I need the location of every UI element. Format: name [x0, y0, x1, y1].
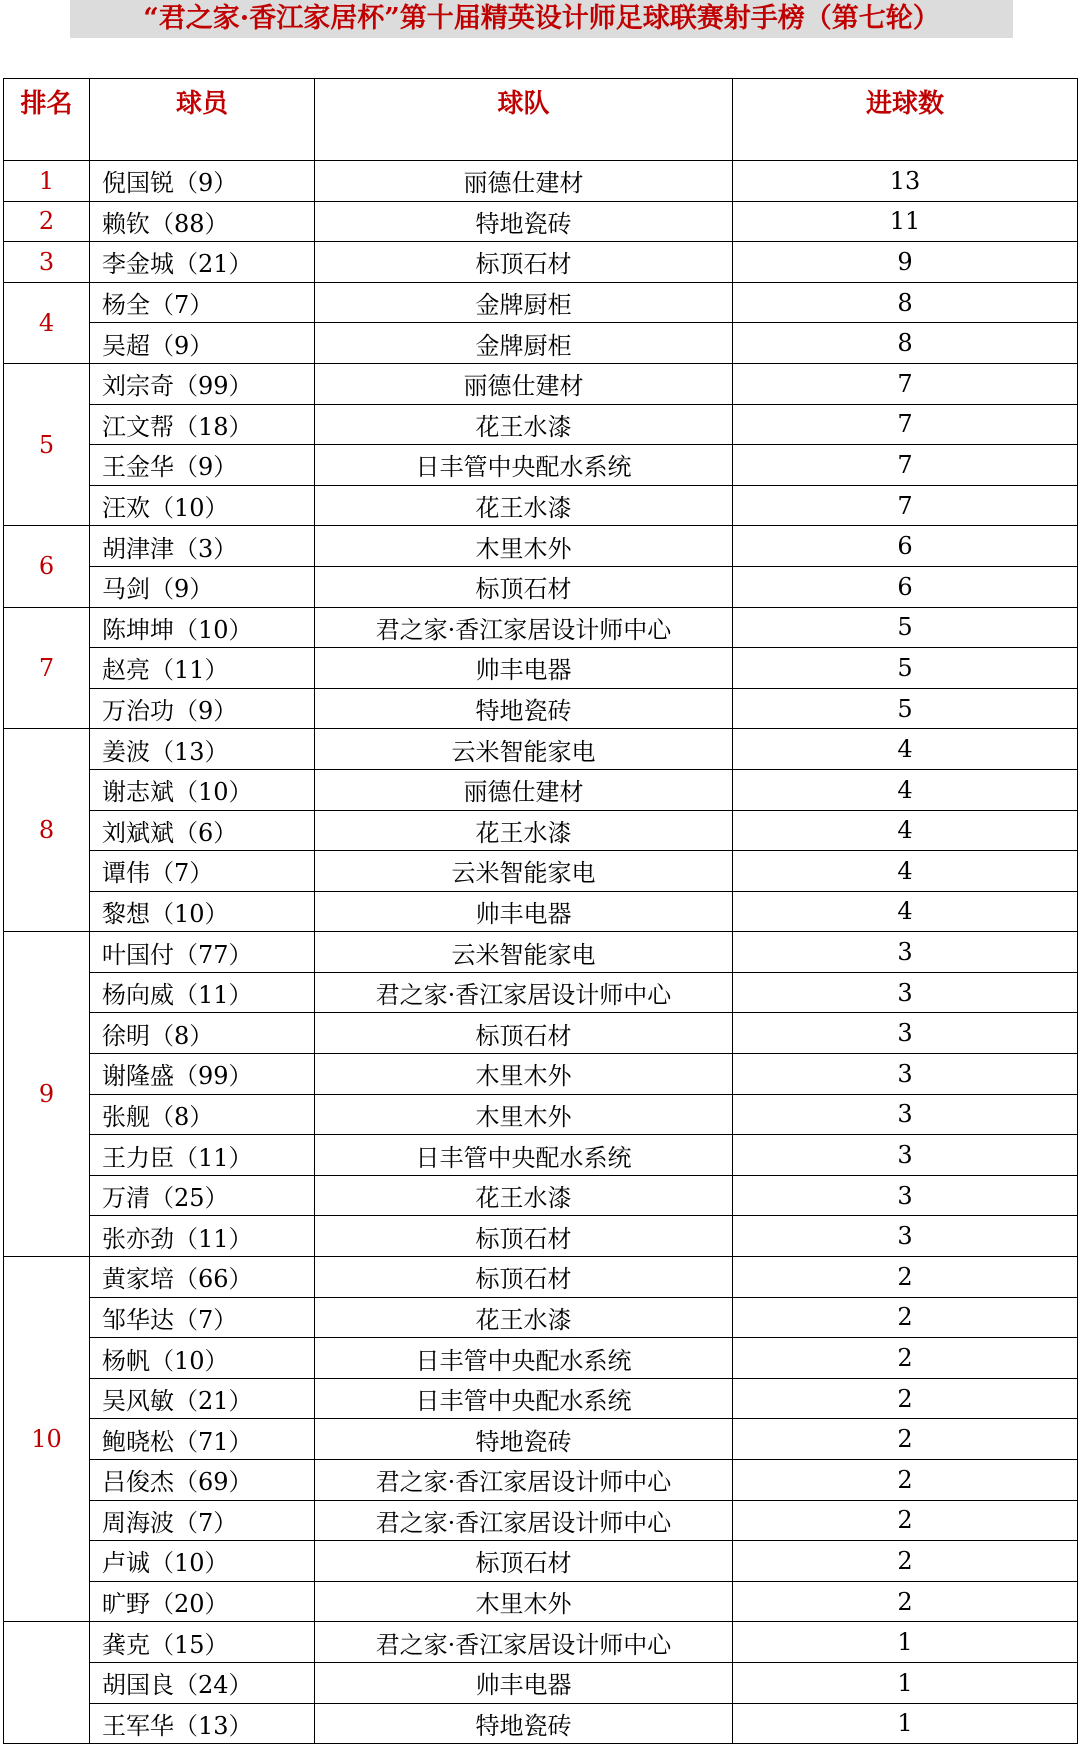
- team-cell: 君之家·香江家居设计师中心: [315, 1622, 733, 1663]
- player-cell: 马剑（9）: [90, 566, 315, 607]
- team-cell: 木里木外: [315, 1054, 733, 1095]
- goals-cell: 3: [733, 1094, 1078, 1135]
- player-cell: 张舰（8）: [90, 1094, 315, 1135]
- team-cell: 标顶石材: [315, 1216, 733, 1257]
- table-row: [4, 445, 1078, 486]
- team-cell: 君之家·香江家居设计师中心: [315, 1500, 733, 1541]
- goals-cell: 8: [733, 323, 1078, 364]
- player-cell: 姜波（13）: [90, 729, 315, 770]
- goals-cell: 4: [733, 769, 1078, 810]
- team-cell: 日丰管中央配水系统: [315, 1135, 733, 1176]
- goals-cell: 7: [733, 485, 1078, 526]
- goals-cell: 3: [733, 1054, 1078, 1095]
- rank-cell: 10: [4, 1257, 90, 1622]
- table-row: [4, 1094, 1078, 1135]
- goals-cell: 2: [733, 1257, 1078, 1298]
- header-player: 球员: [90, 79, 315, 161]
- rank-cell: 3: [4, 242, 90, 283]
- table-row: [4, 810, 1078, 851]
- goals-cell: 2: [733, 1581, 1078, 1622]
- player-cell: 旷野（20）: [90, 1581, 315, 1622]
- team-cell: 帅丰电器: [315, 648, 733, 689]
- player-cell: 吴风敏（21）: [90, 1378, 315, 1419]
- player-cell: 杨向威（11）: [90, 972, 315, 1013]
- goals-cell: 3: [733, 1175, 1078, 1216]
- player-cell: 江文帮（18）: [90, 404, 315, 445]
- team-cell: 金牌厨柜: [315, 323, 733, 364]
- goals-cell: 11: [733, 201, 1078, 242]
- header-row: [4, 79, 1078, 161]
- player-cell: 鲍晓松（71）: [90, 1419, 315, 1460]
- goals-cell: 2: [733, 1338, 1078, 1379]
- table-row: [4, 282, 1078, 323]
- table-row: [4, 1175, 1078, 1216]
- table-row: [4, 1500, 1078, 1541]
- player-cell: 王军华（13）: [90, 1703, 315, 1744]
- table-row: [4, 1135, 1078, 1176]
- goals-cell: 9: [733, 242, 1078, 283]
- table-row: [4, 201, 1078, 242]
- table-row: [4, 932, 1078, 973]
- table-row: [4, 485, 1078, 526]
- player-cell: 杨全（7）: [90, 282, 315, 323]
- table-row: [4, 1054, 1078, 1095]
- team-cell: 君之家·香江家居设计师中心: [315, 1460, 733, 1501]
- player-cell: 谢志斌（10）: [90, 769, 315, 810]
- table-row: [4, 1297, 1078, 1338]
- goals-cell: 7: [733, 363, 1078, 404]
- team-cell: 木里木外: [315, 1581, 733, 1622]
- table-row: [4, 1378, 1078, 1419]
- team-cell: 日丰管中央配水系统: [315, 445, 733, 486]
- team-cell: 木里木外: [315, 526, 733, 567]
- goals-cell: 4: [733, 891, 1078, 932]
- table-row: [4, 242, 1078, 283]
- player-cell: 倪国锐（9）: [90, 161, 315, 202]
- team-cell: 金牌厨柜: [315, 282, 733, 323]
- player-cell: 刘斌斌（6）: [90, 810, 315, 851]
- table-row: [4, 363, 1078, 404]
- table-row: [4, 161, 1078, 202]
- team-cell: 标顶石材: [315, 1257, 733, 1298]
- team-cell: 丽德仕建材: [315, 161, 733, 202]
- table-body: [4, 161, 1078, 1744]
- table-row: [4, 1257, 1078, 1298]
- rank-cell: 5: [4, 363, 90, 525]
- player-cell: 张亦劲（11）: [90, 1216, 315, 1257]
- team-cell: 标顶石材: [315, 1013, 733, 1054]
- goals-cell: 2: [733, 1500, 1078, 1541]
- table-row: [4, 1703, 1078, 1744]
- header-rank: 排名: [4, 79, 90, 161]
- scorers-table: [3, 78, 1078, 1744]
- player-cell: 邹华达（7）: [90, 1297, 315, 1338]
- team-cell: 特地瓷砖: [315, 1419, 733, 1460]
- table-row: [4, 851, 1078, 892]
- team-cell: 云米智能家电: [315, 729, 733, 770]
- table-row: [4, 526, 1078, 567]
- team-cell: 花王水漆: [315, 810, 733, 851]
- table-row: [4, 688, 1078, 729]
- player-cell: 吴超（9）: [90, 323, 315, 364]
- table-row: [4, 1419, 1078, 1460]
- team-cell: 木里木外: [315, 1094, 733, 1135]
- player-cell: 周海波（7）: [90, 1500, 315, 1541]
- table-row: [4, 1541, 1078, 1582]
- player-cell: 杨帆（10）: [90, 1338, 315, 1379]
- table-row: [4, 404, 1078, 445]
- team-cell: 君之家·香江家居设计师中心: [315, 607, 733, 648]
- team-cell: 特地瓷砖: [315, 688, 733, 729]
- goals-cell: 1: [733, 1622, 1078, 1663]
- player-cell: 汪欢（10）: [90, 485, 315, 526]
- player-cell: 谭伟（7）: [90, 851, 315, 892]
- team-cell: 云米智能家电: [315, 851, 733, 892]
- table-row: [4, 648, 1078, 689]
- goals-cell: 6: [733, 526, 1078, 567]
- team-cell: 标顶石材: [315, 566, 733, 607]
- table-row: [4, 1013, 1078, 1054]
- goals-cell: 3: [733, 972, 1078, 1013]
- team-cell: 丽德仕建材: [315, 769, 733, 810]
- team-cell: 日丰管中央配水系统: [315, 1378, 733, 1419]
- team-cell: 日丰管中央配水系统: [315, 1338, 733, 1379]
- goals-cell: 1: [733, 1662, 1078, 1703]
- player-cell: 叶国付（77）: [90, 932, 315, 973]
- team-cell: 特地瓷砖: [315, 1703, 733, 1744]
- table-row: [4, 566, 1078, 607]
- table-row: [4, 729, 1078, 770]
- player-cell: 陈坤坤（10）: [90, 607, 315, 648]
- rank-cell: 6: [4, 526, 90, 607]
- goals-cell: 4: [733, 729, 1078, 770]
- goals-cell: 2: [733, 1460, 1078, 1501]
- table-row: [4, 607, 1078, 648]
- team-cell: 标顶石材: [315, 1541, 733, 1582]
- goals-cell: 2: [733, 1541, 1078, 1582]
- goals-cell: 3: [733, 1216, 1078, 1257]
- player-cell: 赵亮（11）: [90, 648, 315, 689]
- player-cell: 赖钦（88）: [90, 201, 315, 242]
- player-cell: 王金华（9）: [90, 445, 315, 486]
- rank-cell: 8: [4, 729, 90, 932]
- rank-cell: 9: [4, 932, 90, 1257]
- player-cell: 胡津津（3）: [90, 526, 315, 567]
- team-cell: 丽德仕建材: [315, 363, 733, 404]
- goals-cell: 5: [733, 648, 1078, 689]
- goals-cell: 13: [733, 161, 1078, 202]
- rank-cell: 1: [4, 161, 90, 202]
- goals-cell: 3: [733, 932, 1078, 973]
- table-row: [4, 891, 1078, 932]
- team-cell: 君之家·香江家居设计师中心: [315, 972, 733, 1013]
- table-row: [4, 1662, 1078, 1703]
- rank-cell: [4, 1622, 90, 1744]
- goals-cell: 5: [733, 688, 1078, 729]
- goals-cell: 2: [733, 1297, 1078, 1338]
- goals-cell: 7: [733, 445, 1078, 486]
- player-cell: 万治功（9）: [90, 688, 315, 729]
- goals-cell: 4: [733, 851, 1078, 892]
- player-cell: 卢诚（10）: [90, 1541, 315, 1582]
- player-cell: 黄家培（66）: [90, 1257, 315, 1298]
- goals-cell: 2: [733, 1419, 1078, 1460]
- team-cell: 帅丰电器: [315, 891, 733, 932]
- goals-cell: 6: [733, 566, 1078, 607]
- header-team: 球队: [315, 79, 733, 161]
- table-row: [4, 1622, 1078, 1663]
- team-cell: 标顶石材: [315, 242, 733, 283]
- player-cell: 刘宗奇（99）: [90, 363, 315, 404]
- table-row: [4, 1338, 1078, 1379]
- goals-cell: 8: [733, 282, 1078, 323]
- table-row: [4, 769, 1078, 810]
- rank-cell: 4: [4, 282, 90, 363]
- team-cell: 云米智能家电: [315, 932, 733, 973]
- player-cell: 黎想（10）: [90, 891, 315, 932]
- player-cell: 万清（25）: [90, 1175, 315, 1216]
- header-goals: 进球数: [733, 79, 1078, 161]
- team-cell: 花王水漆: [315, 404, 733, 445]
- table-row: [4, 972, 1078, 1013]
- table-row: [4, 323, 1078, 364]
- table-row: [4, 1216, 1078, 1257]
- team-cell: 花王水漆: [315, 1175, 733, 1216]
- goals-cell: 3: [733, 1135, 1078, 1176]
- team-cell: 花王水漆: [315, 1297, 733, 1338]
- player-cell: 徐明（8）: [90, 1013, 315, 1054]
- player-cell: 胡国良（24）: [90, 1662, 315, 1703]
- table-row: [4, 1460, 1078, 1501]
- goals-cell: 4: [733, 810, 1078, 851]
- goals-cell: 7: [733, 404, 1078, 445]
- goals-cell: 2: [733, 1378, 1078, 1419]
- goals-cell: 3: [733, 1013, 1078, 1054]
- rank-cell: 7: [4, 607, 90, 729]
- team-cell: 特地瓷砖: [315, 201, 733, 242]
- team-cell: 花王水漆: [315, 485, 733, 526]
- table-row: [4, 1581, 1078, 1622]
- player-cell: 谢隆盛（99）: [90, 1054, 315, 1095]
- goals-cell: 1: [733, 1703, 1078, 1744]
- goals-cell: 5: [733, 607, 1078, 648]
- player-cell: 吕俊杰（69）: [90, 1460, 315, 1501]
- player-cell: 李金城（21）: [90, 242, 315, 283]
- page-title: “君之家·香江家居杯”第十届精英设计师足球联赛射手榜（第七轮）: [143, 3, 940, 34]
- player-cell: 龚克（15）: [90, 1622, 315, 1663]
- team-cell: 帅丰电器: [315, 1662, 733, 1703]
- rank-cell: 2: [4, 201, 90, 242]
- player-cell: 王力臣（11）: [90, 1135, 315, 1176]
